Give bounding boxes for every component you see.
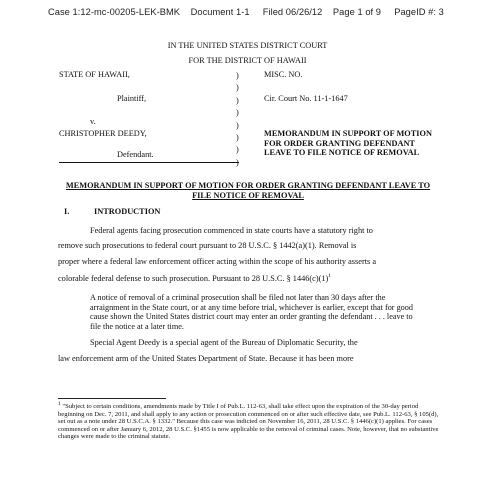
footnote-mark: 1: [58, 400, 61, 407]
paragraph-text: colorable federal defense to such prosecution. Pursuant to 28 U.S.C. § 1446(c)(1): [58, 274, 329, 283]
paren: ): [236, 71, 239, 80]
circuit-court-number: Cir. Court No. 11-1-1647: [264, 94, 348, 103]
paragraph-line: remove such prosecutions to federal court pursuant to 28 U.S.C. § 1442(a)(1). Removal is: [58, 241, 357, 250]
versus-label: v.: [90, 117, 96, 126]
footnote: [58, 400, 440, 441]
paren: ): [236, 132, 239, 142]
footnote-reference: 1: [328, 273, 332, 280]
paragraph-line: proper where a federal law enforcement officer acting within the scope of his authority asserts a: [58, 257, 376, 266]
misc-number: MISC. NO.: [264, 70, 303, 79]
paragraph-line: law enforcement arm of the United States Department of State. Because it has been more: [58, 354, 354, 363]
paren: ): [236, 108, 239, 118]
section-heading: INTRODUCTION: [94, 207, 161, 216]
paren: ): [236, 120, 239, 130]
paren: ): [236, 145, 239, 155]
page-id: PageID #: 3: [394, 7, 444, 17]
plaintiff-name: STATE OF HAWAII,: [59, 70, 130, 79]
caption-parentheses: [236, 70, 239, 169]
paren: ): [236, 157, 239, 167]
caption-divider: [59, 162, 239, 163]
footnote-text: "Subject to certain conditions, amendments made by Title I of Pub.L. 112-63, shall take effect upon the expiration of the 30-day period beginning on Dec. 7, 2011, and shall apply to any action or prosecution commenced on or after such effective date, see Pub.L. 112-63, § 105(d), set out as a note under 28 U.S.C.A. § 1332." Because this case was indicted on November 16, 2011, 28 U.S.C. § 1446(c)(1) applies. For cases commenced on or after January 6, 2012, 28 U.S.C. §1455 is now applicable to the removal of criminal cases. Note, however, that no substantive changes were made to the criminal statute.: [58, 403, 439, 440]
paragraph-line: [58, 274, 331, 283]
paren: ): [236, 95, 239, 105]
document-number: Document 1-1: [190, 7, 250, 17]
ecf-header: [48, 7, 444, 17]
page-count: Page 1 of 9: [332, 7, 382, 17]
caption-document-title: MEMORANDUM IN SUPPORT OF MOTION FOR ORDER GRANTING DEFENDANT LEAVE TO FILE NOTICE OF REMOVAL: [264, 129, 432, 158]
memorandum-title: MEMORANDUM IN SUPPORT OF MOTION FOR ORDER GRANTING DEFENDANT LEAVE TO FILE NOTICE OF REMOVAL: [65, 181, 431, 201]
paragraph-line: Special Agent Deedy is a special agent of the Bureau of Diplomatic Security, the: [90, 338, 358, 347]
defendant-role: Defendant.: [117, 150, 154, 159]
section-number: I.: [64, 207, 70, 216]
plaintiff-role: Plaintiff,: [117, 94, 147, 103]
paren: ): [236, 83, 239, 93]
case-number: Case 1:12-mc-00205-LEK-BMK: [48, 7, 181, 17]
defendant-name: CHRISTOPHER DEEDY,: [59, 129, 147, 138]
filed-date: Filed 06/26/12: [262, 7, 323, 17]
court-district: FOR THE DISTRICT OF HAWAII: [188, 56, 307, 65]
block-quote: A notice of removal of a criminal prosecution shall be filed not later than 30 days after the arraignment in the State court, or at any time before trial, whichever is earlier, except that for good cause shown the United States district court may enter an order granting the defendant . . . leave to file the notice at a later time.: [90, 293, 413, 332]
court-name: IN THE UNITED STATES DISTRICT COURT: [167, 41, 328, 50]
paragraph-line: Federal agents facing prosecution commenced in state courts have a statutory right to: [90, 226, 373, 235]
footnote-separator: [58, 398, 166, 399]
